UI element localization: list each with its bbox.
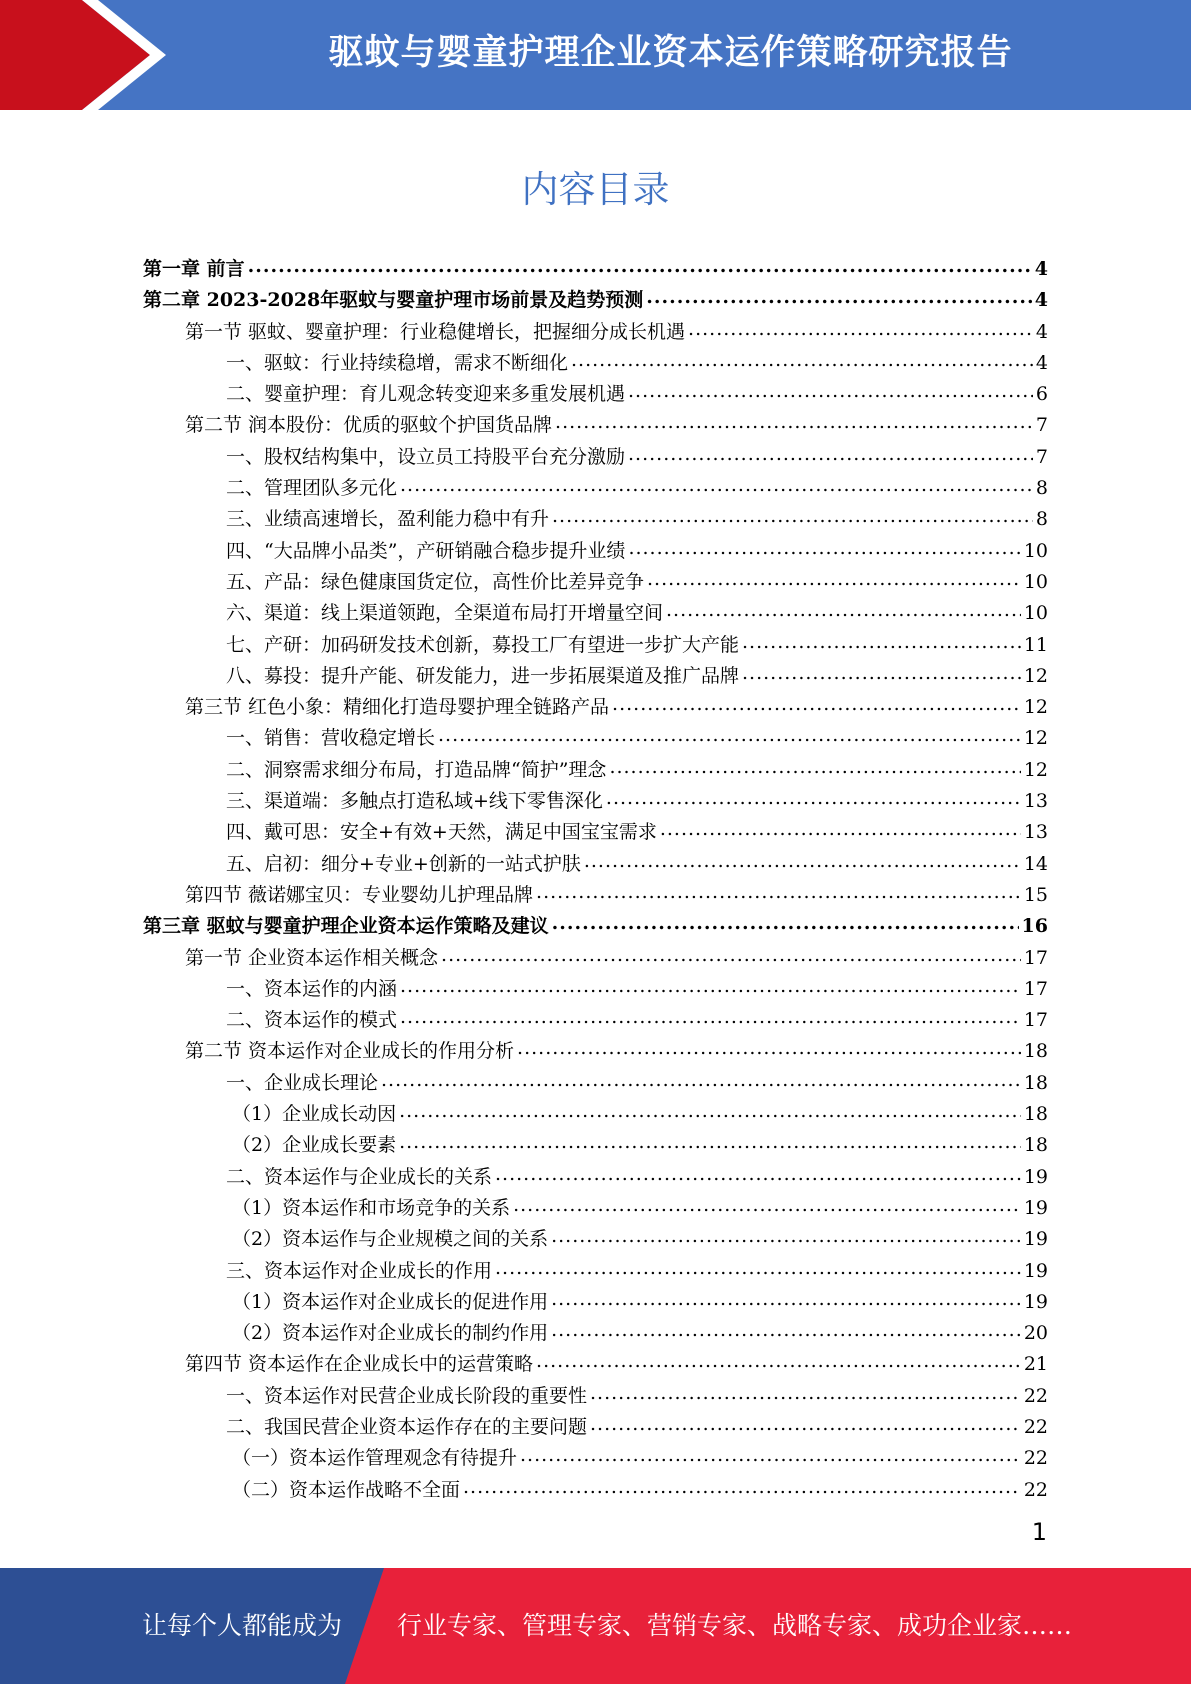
- toc-dot-leader: [400, 470, 1033, 501]
- toc-entry-page: 20: [1023, 1322, 1048, 1345]
- toc-dot-leader: [590, 1378, 1021, 1409]
- toc-entry-page: 22: [1023, 1384, 1048, 1407]
- toc-entry-page: 16: [1021, 915, 1048, 938]
- toc-entry-title: 第二节 资本运作对企业成长的作用分析: [185, 1040, 515, 1063]
- toc-entry-page: 13: [1023, 821, 1048, 844]
- toc-dot-leader: [552, 908, 1019, 939]
- toc-dot-leader: [551, 1315, 1021, 1346]
- toc-entry-page: 22: [1023, 1447, 1048, 1470]
- toc-dot-leader: [688, 314, 1033, 345]
- toc-dot-leader: [495, 1159, 1021, 1190]
- toc-dot-leader: [536, 877, 1021, 908]
- toc-entry-title: （1）资本运作对企业成长的促进作用: [232, 1290, 549, 1313]
- toc-dot-leader: [646, 282, 1032, 313]
- toc-dot-leader: [441, 940, 1021, 971]
- toc-dot-leader: [399, 1096, 1021, 1127]
- toc-dot-leader: [612, 689, 1021, 720]
- toc-dot-leader: [438, 720, 1021, 751]
- toc-entry[interactable]: [143, 849, 1048, 880]
- toc-dot-leader: [628, 533, 1020, 564]
- toc-dot-leader: [495, 1253, 1021, 1284]
- toc-entry-title: （1）资本运作和市场竞争的关系: [232, 1196, 511, 1219]
- footer-slogan-right: 行业专家、管理专家、营销专家、战略专家、成功企业家……: [397, 1611, 1073, 1640]
- toc-entry-page: 10: [1023, 539, 1048, 562]
- footer-slogan-left: 让每个人都能成为: [142, 1611, 343, 1640]
- toc-entry-page: 12: [1023, 758, 1048, 781]
- toc-dot-leader: [463, 1472, 1021, 1503]
- toc-entry-page: 11: [1023, 633, 1048, 656]
- toc-dot-leader: [400, 971, 1021, 1002]
- toc-entry[interactable]: [143, 1224, 1048, 1255]
- toc-heading: 内容目录: [521, 168, 670, 211]
- toc-entry[interactable]: [143, 692, 1048, 723]
- toc-entry[interactable]: [143, 285, 1048, 316]
- toc-entry-page: 18: [1023, 1134, 1048, 1157]
- toc-entry-title: （2）企业成长要素: [232, 1134, 397, 1157]
- toc-dot-leader: [517, 1033, 1021, 1064]
- toc-entry[interactable]: [143, 630, 1048, 661]
- toc-entry[interactable]: [143, 1443, 1048, 1474]
- toc-entry-page: 8: [1035, 508, 1048, 531]
- toc-entry[interactable]: [143, 598, 1048, 629]
- toc-entry[interactable]: [143, 974, 1048, 1005]
- toc-entry[interactable]: [143, 317, 1048, 348]
- toc-entry[interactable]: [143, 1005, 1048, 1036]
- toc-entry[interactable]: [143, 1130, 1048, 1161]
- toc-entry-title: 第三节 红色小象：精细化打造母婴护理全链路产品: [185, 696, 610, 719]
- toc-entry-title: 五、产品：绿色健康国货定位，高性价比差异竞争: [226, 570, 645, 593]
- toc-dot-leader: [742, 627, 1021, 658]
- toc-entry-page: 7: [1035, 445, 1048, 468]
- toc-entry[interactable]: [143, 786, 1048, 817]
- toc-entry[interactable]: [143, 1036, 1048, 1067]
- toc-dot-leader: [555, 407, 1033, 438]
- toc-entry[interactable]: [143, 348, 1048, 379]
- toc-dot-leader: [660, 814, 1021, 845]
- toc-dot-leader: [742, 658, 1021, 689]
- report-title: 驱蚊与婴童护理企业资本运作策略研究报告: [328, 33, 1013, 73]
- toc-entry-page: 19: [1023, 1259, 1048, 1282]
- toc-entry[interactable]: [143, 1162, 1048, 1193]
- toc-entry[interactable]: [143, 1193, 1048, 1224]
- toc-entry-title: 第三章 驱蚊与婴童护理企业资本运作策略及建议: [143, 915, 549, 938]
- toc-entry[interactable]: [143, 880, 1048, 911]
- toc-entry-page: 19: [1023, 1290, 1048, 1313]
- toc-entry[interactable]: [143, 254, 1048, 285]
- toc-dot-leader: [551, 1284, 1021, 1315]
- toc-entry-title: 二、我国民营企业资本运作存在的主要问题: [226, 1415, 588, 1438]
- toc-entry-page: 22: [1023, 1415, 1048, 1438]
- toc-dot-leader: [400, 1002, 1021, 1033]
- toc-entry-title: 二、婴童护理：育儿观念转变迎来多重发展机遇: [226, 383, 626, 406]
- toc-entry-page: 17: [1023, 1009, 1048, 1032]
- toc-dot-leader: [399, 1127, 1021, 1158]
- toc-entry[interactable]: [143, 1256, 1048, 1287]
- page-number: 1: [1031, 1518, 1047, 1546]
- toc-dot-leader: [628, 376, 1033, 407]
- toc-entry[interactable]: [143, 536, 1048, 567]
- toc-entry-page: 18: [1023, 1040, 1048, 1063]
- toc-entry-title: 第一节 企业资本运作相关概念: [185, 946, 439, 969]
- toc-entry-page: 6: [1035, 383, 1048, 406]
- toc-entry-title: 第二节 润本股份：优质的驱蚊个护国货品牌: [185, 414, 553, 437]
- toc-entry-title: 八、募投：提升产能、研发能力，进一步拓展渠道及推广品牌: [226, 664, 740, 687]
- toc-entry[interactable]: [143, 379, 1048, 410]
- toc-entry-page: 17: [1023, 946, 1048, 969]
- toc-dot-leader: [666, 595, 1021, 626]
- toc-entry-title: （二）资本运作战略不全面: [232, 1478, 461, 1501]
- toc-entry[interactable]: [143, 1287, 1048, 1318]
- toc-entry[interactable]: [143, 661, 1048, 692]
- toc-entry[interactable]: [143, 567, 1048, 598]
- toc-dot-leader: [590, 1409, 1021, 1440]
- toc-entry-page: 15: [1023, 883, 1048, 906]
- toc-dot-leader: [551, 1221, 1021, 1252]
- toc-dot-leader: [536, 1346, 1021, 1377]
- toc-dot-leader: [606, 783, 1021, 814]
- toc-dot-leader: [381, 1065, 1021, 1096]
- toc-entry-title: 第二章 2023-2028年驱蚊与婴童护理市场前景及趋势预测: [143, 289, 644, 312]
- toc-entry-page: 12: [1023, 727, 1048, 750]
- toc-entry-title: 三、业绩高速增长，盈利能力稳中有升: [226, 508, 550, 531]
- toc-entry-page: 4: [1035, 351, 1048, 374]
- toc-dot-leader: [520, 1440, 1021, 1471]
- toc-entry-page: 12: [1023, 664, 1048, 687]
- toc-entry-title: 第一章 前言: [143, 258, 245, 280]
- toc-entry-title: 四、“大品牌小品类”，产研销融合稳步提升业绩: [226, 539, 626, 562]
- toc-entry-title: 一、驱蚊：行业持续稳增，需求不断细化: [226, 351, 569, 374]
- toc-entry[interactable]: [143, 410, 1048, 441]
- toc-entry[interactable]: [143, 1475, 1048, 1506]
- toc-entry-page: 4: [1034, 289, 1048, 312]
- toc-entry-page: 19: [1023, 1165, 1048, 1188]
- toc-entry[interactable]: [143, 755, 1048, 786]
- toc-entry-title: （2）资本运作与企业规模之间的关系: [232, 1228, 549, 1251]
- toc-entry[interactable]: [143, 1318, 1048, 1349]
- toc-entry[interactable]: [143, 1412, 1048, 1443]
- toc-entry-page: 21: [1023, 1353, 1048, 1376]
- toc-dot-leader: [513, 1190, 1021, 1221]
- toc-entry-title: 二、资本运作的模式: [226, 1009, 398, 1032]
- toc-entry[interactable]: [143, 442, 1048, 473]
- toc-entry-page: 12: [1023, 696, 1048, 719]
- toc-entry[interactable]: [143, 817, 1048, 848]
- toc-entry-title: （一）资本运作管理观念有待提升: [232, 1447, 518, 1470]
- toc-entry-title: 二、资本运作与企业成长的关系: [226, 1165, 493, 1188]
- toc-entry-title: （1）企业成长动因: [232, 1103, 397, 1126]
- toc-entry-page: 19: [1023, 1228, 1048, 1251]
- toc-dot-leader: [571, 345, 1033, 376]
- toc-dot-leader: [647, 564, 1021, 595]
- toc-entry-title: 七、产研：加码研发技术创新，募投工厂有望进一步扩大产能: [226, 633, 740, 656]
- toc-entry-title: 第四节 薇诺娜宝贝：专业婴幼儿护理品牌: [185, 883, 534, 906]
- toc-entry-page: 19: [1023, 1196, 1048, 1219]
- toc-entry-title: 第四节 资本运作在企业成长中的运营策略: [185, 1353, 534, 1376]
- toc-entry-title: （2）资本运作对企业成长的制约作用: [232, 1322, 549, 1345]
- toc-entry-title: 一、企业成长理论: [226, 1071, 379, 1094]
- toc-entry-title: 三、资本运作对企业成长的作用: [226, 1259, 493, 1282]
- toc-entry-page: 14: [1023, 852, 1048, 875]
- table-of-contents: [143, 254, 1048, 1506]
- toc-entry-title: 四、戴可思：安全+有效+天然，满足中国宝宝需求: [226, 821, 657, 844]
- toc-entry[interactable]: [143, 1349, 1048, 1380]
- toc-entry-title: 三、渠道端：多触点打造私域+线下零售深化: [226, 790, 603, 813]
- toc-entry[interactable]: [143, 723, 1048, 754]
- toc-entry-title: 第一节 驱蚊、婴童护理：行业稳健增长，把握细分成长机遇: [185, 320, 686, 343]
- toc-entry[interactable]: [143, 1381, 1048, 1412]
- toc-entry-page: 10: [1023, 602, 1048, 625]
- page-footer: [0, 1568, 1191, 1684]
- toc-entry-page: 10: [1023, 570, 1048, 593]
- toc-entry-title: 二、洞察需求细分布局，打造品牌“简护”理念: [226, 758, 607, 781]
- toc-entry-page: 18: [1023, 1103, 1048, 1126]
- toc-entry-page: 8: [1035, 477, 1048, 500]
- page-header: [0, 0, 1191, 110]
- toc-entry-title: 一、销售：营收稳定增长: [226, 727, 436, 750]
- toc-entry[interactable]: [143, 504, 1048, 535]
- toc-entry-page: 4: [1035, 320, 1048, 343]
- toc-entry-page: 13: [1023, 790, 1048, 813]
- toc-entry-title: 一、股权结构集中，设立员工持股平台充分激励: [226, 445, 626, 468]
- toc-entry-title: 一、资本运作的内涵: [226, 977, 398, 1000]
- toc-entry-title: 二、管理团队多元化: [226, 477, 398, 500]
- toc-entry-page: 17: [1023, 977, 1048, 1000]
- toc-dot-leader: [584, 846, 1021, 877]
- toc-entry-page: 7: [1035, 414, 1048, 437]
- toc-entry[interactable]: [143, 473, 1048, 504]
- toc-dot-leader: [248, 251, 1032, 282]
- toc-entry-page: 4: [1034, 258, 1048, 280]
- toc-entry[interactable]: [143, 1068, 1048, 1099]
- toc-entry-title: 一、资本运作对民营企业成长阶段的重要性: [226, 1384, 588, 1407]
- toc-entry-page: 22: [1023, 1478, 1048, 1501]
- toc-dot-leader: [609, 752, 1020, 783]
- toc-entry[interactable]: [143, 943, 1048, 974]
- toc-dot-leader: [628, 439, 1033, 470]
- toc-entry[interactable]: [143, 911, 1048, 942]
- toc-entry-title: 六、渠道：线上渠道领跑，全渠道布局打开增量空间: [226, 602, 664, 625]
- toc-entry[interactable]: [143, 1099, 1048, 1130]
- toc-dot-leader: [552, 501, 1033, 532]
- toc-entry-page: 18: [1023, 1071, 1048, 1094]
- toc-entry-title: 五、启初：细分+专业+创新的一站式护肤: [226, 852, 581, 875]
